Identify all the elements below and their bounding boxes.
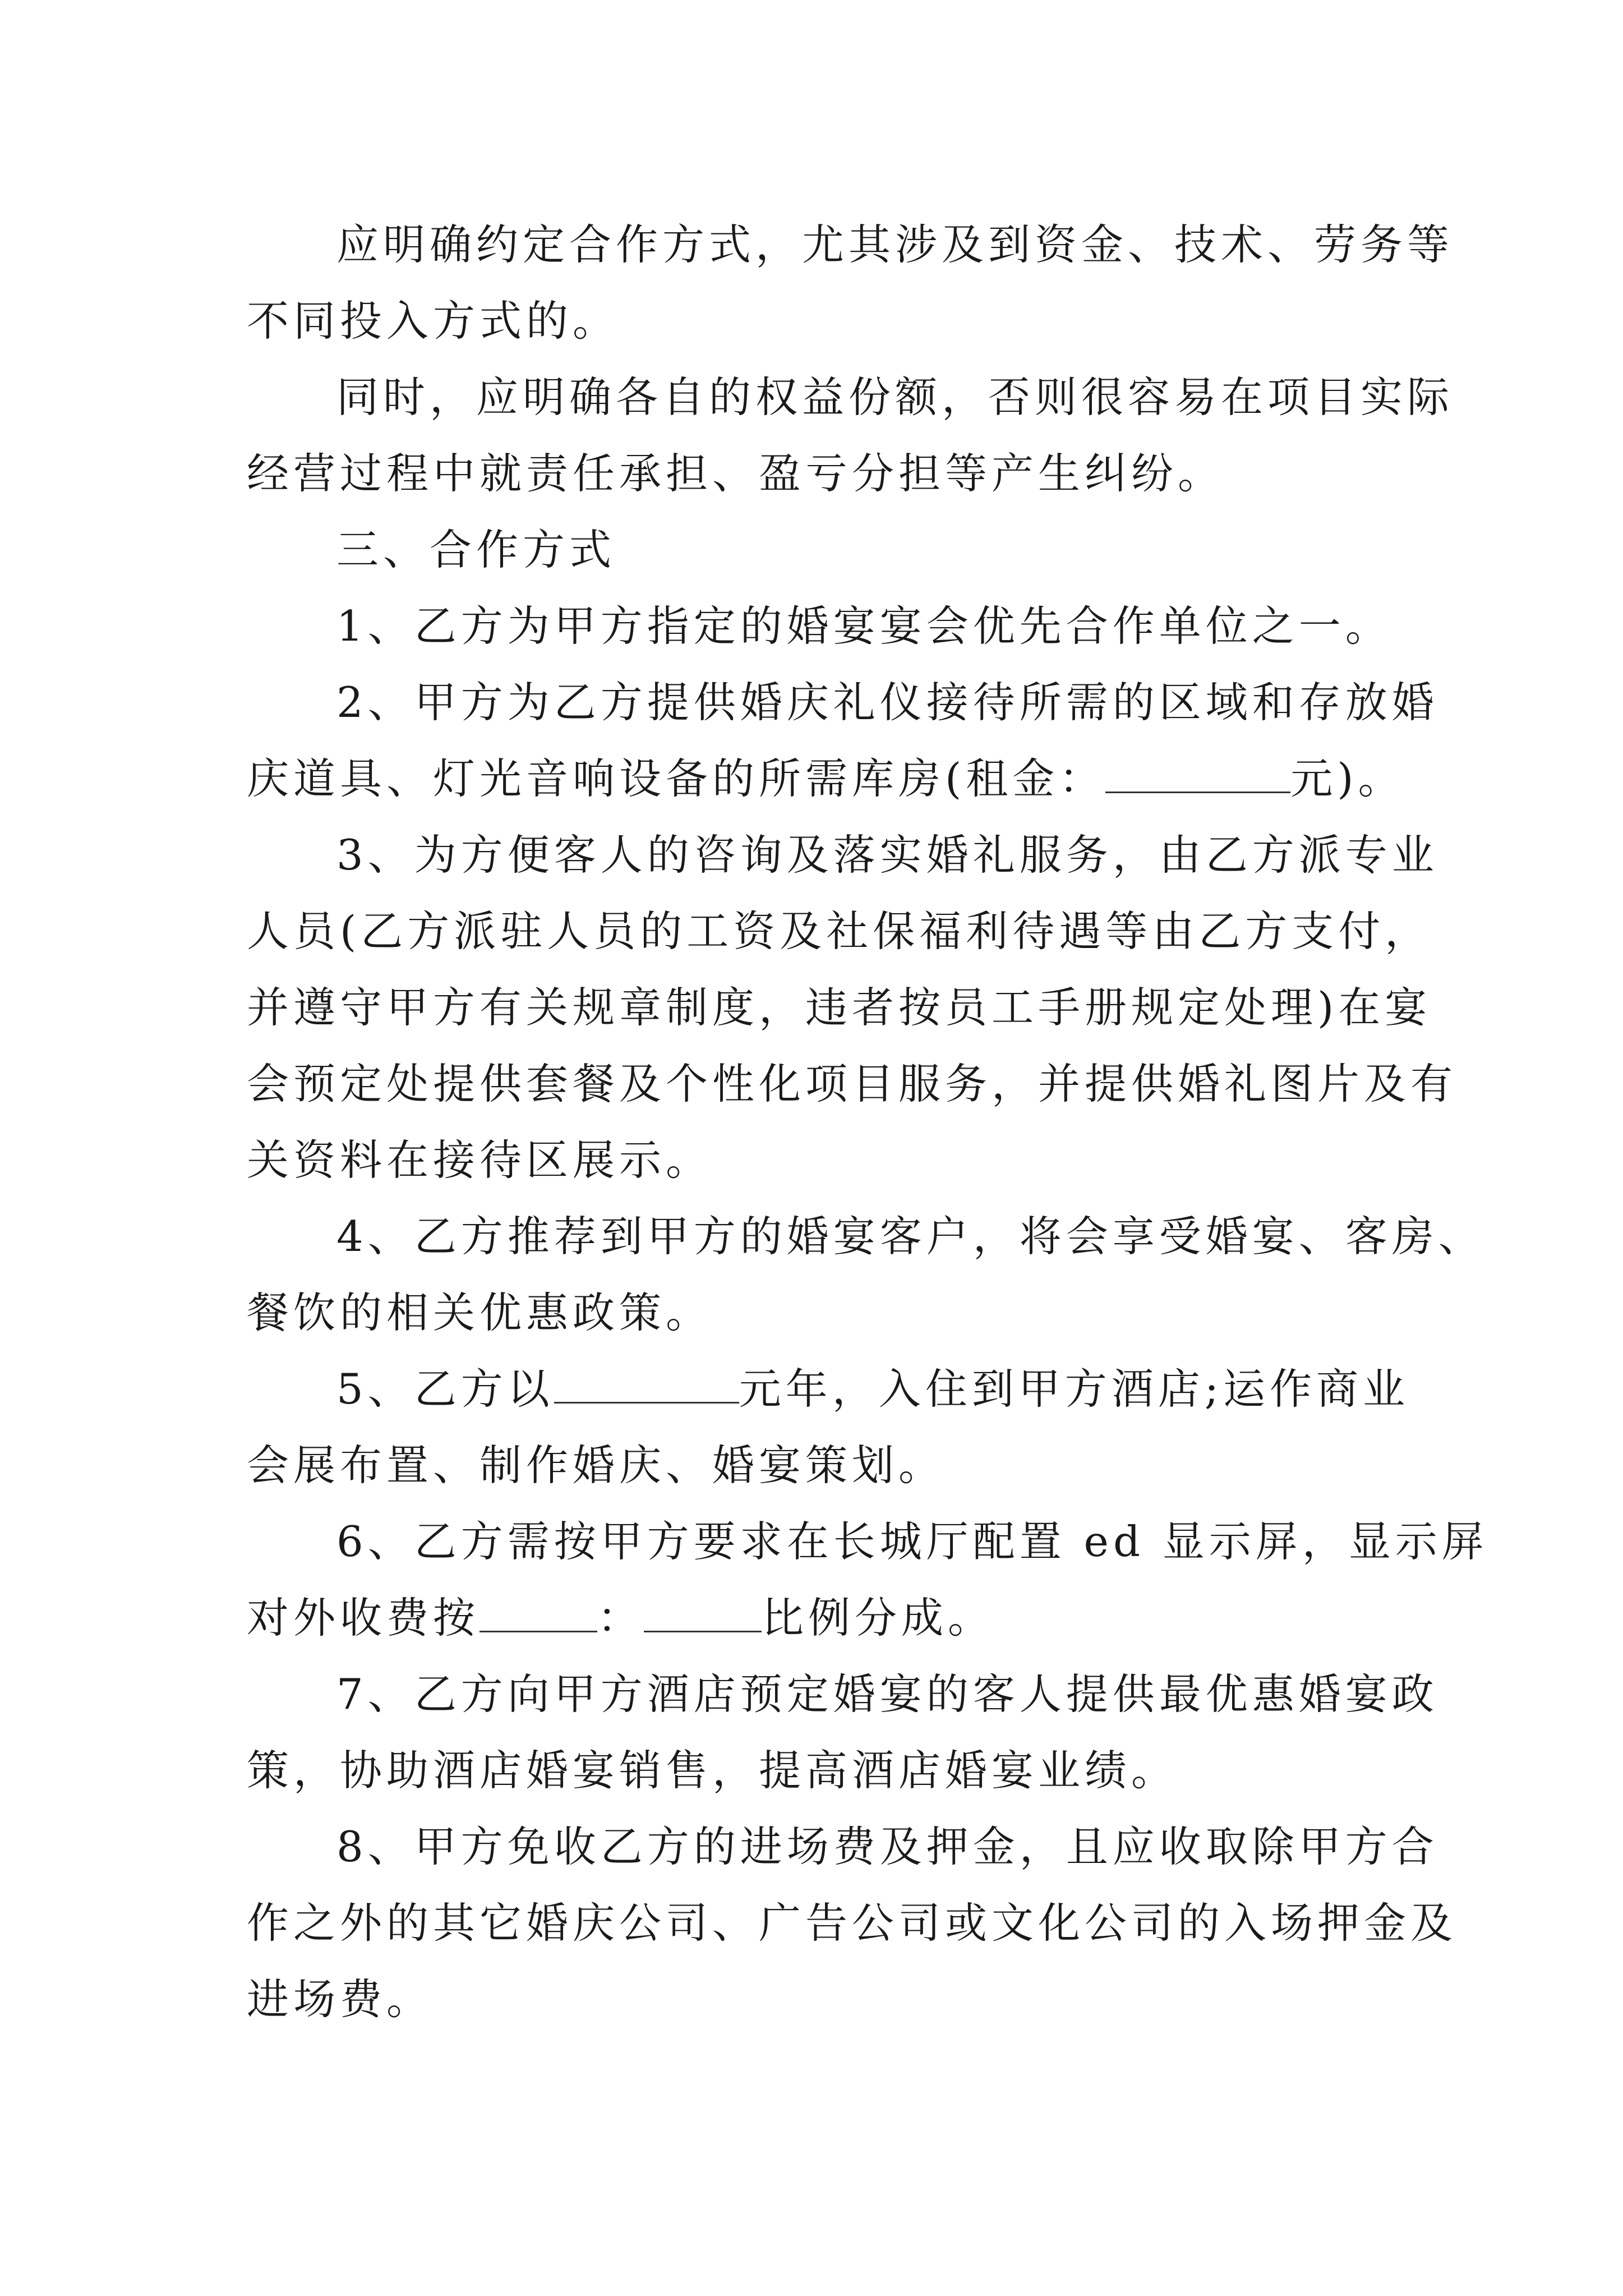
text-fragment: 元)。 <box>1290 754 1405 803</box>
text-fragment: 庆道具、灯光音响设备的所需库房(租金： <box>247 754 1106 803</box>
text-line-with-blanks <box>247 1580 1391 1656</box>
text-line: 会预定处提供套餐及个性化项目服务，并提供婚礼图片及有 <box>247 1059 1458 1108</box>
clause-6 <box>247 1503 1488 1656</box>
text-line: 6、乙方需按甲方要求在长城厅配置 ed 显示屏，显示屏 <box>336 1517 1488 1566</box>
clause-3 <box>247 817 1458 1198</box>
text-line: 进场费。 <box>247 1975 434 2024</box>
section-heading <box>247 512 1391 588</box>
text-fragment: 5、乙方以 <box>336 1364 554 1414</box>
text-line: 关资料在接待区展示。 <box>247 1135 713 1185</box>
text-fragment: 元年，入住到甲方酒店;运作商业 <box>739 1364 1409 1414</box>
clause-4 <box>247 1198 1485 1351</box>
text-fragment: 对外收费按 <box>247 1593 480 1642</box>
text-line: 3、为方便客人的咨询及落实婚礼服务，由乙方派专业 <box>336 830 1438 880</box>
rent-blank-field[interactable] <box>1105 758 1290 793</box>
clause-7 <box>247 1656 1438 1809</box>
text-line: 并遵守甲方有关规章制度，违者按员工手册规定处理)在宴 <box>247 983 1432 1032</box>
text-line: 经营过程中就责任承担、盈亏分担等产生纠纷。 <box>247 449 1225 498</box>
document-body <box>247 206 1488 2037</box>
text-line: 2、甲方为乙方提供婚庆礼仪接待所需的区域和存放婚 <box>336 678 1438 727</box>
text-line: 7、乙方向甲方酒店预定婚宴的客人提供最优惠婚宴政 <box>336 1669 1438 1719</box>
text-line: 人员(乙方派驻人员的工资及社保福利待遇等由乙方支付， <box>247 907 1432 956</box>
text-line: 同时，应明确各自的权益份额，否则很容易在项目实际 <box>336 372 1454 422</box>
fee-blank-field[interactable] <box>554 1368 739 1404</box>
ratio-blank-field-a[interactable] <box>479 1597 597 1632</box>
ratio-blank-field-b[interactable] <box>644 1597 762 1632</box>
text-line: 作之外的其它婚庆公司、广告公司或文化公司的入场押金及 <box>247 1898 1458 1948</box>
text-line: 不同投入方式的。 <box>247 296 620 346</box>
text-line-with-blank <box>247 740 1405 817</box>
text-line: 策，协助酒店婚宴销售，提高酒店婚宴业绩。 <box>247 1746 1178 1795</box>
text-line: 餐饮的相关优惠政策。 <box>247 1288 713 1337</box>
clause-5 <box>247 1351 1409 1503</box>
text-line-with-blank <box>247 1351 1409 1427</box>
text-line: 8、甲方免收乙方的进场费及押金，且应收取除甲方合 <box>336 1822 1438 1871</box>
text-line: 1、乙方为甲方指定的婚宴宴会优先合作单位之一。 <box>336 601 1392 651</box>
section-title: 三、合作方式 <box>336 525 616 574</box>
clause-2 <box>247 664 1438 817</box>
text-line: 4、乙方推荐到甲方的婚宴客户，将会享受婚宴、客房、 <box>336 1212 1485 1261</box>
clause-1 <box>247 588 1391 664</box>
clause-8 <box>247 1809 1458 2037</box>
text-line: 应明确约定合作方式，尤其涉及到资金、技术、劳务等 <box>336 220 1454 269</box>
paragraph-intro-2 <box>247 359 1454 512</box>
text-fragment: 比例分成。 <box>762 1593 995 1642</box>
text-line: 会展布置、制作婚庆、婚宴策划。 <box>247 1441 946 1490</box>
paragraph-intro-1 <box>247 206 1454 359</box>
text-fragment: ： <box>597 1593 644 1642</box>
